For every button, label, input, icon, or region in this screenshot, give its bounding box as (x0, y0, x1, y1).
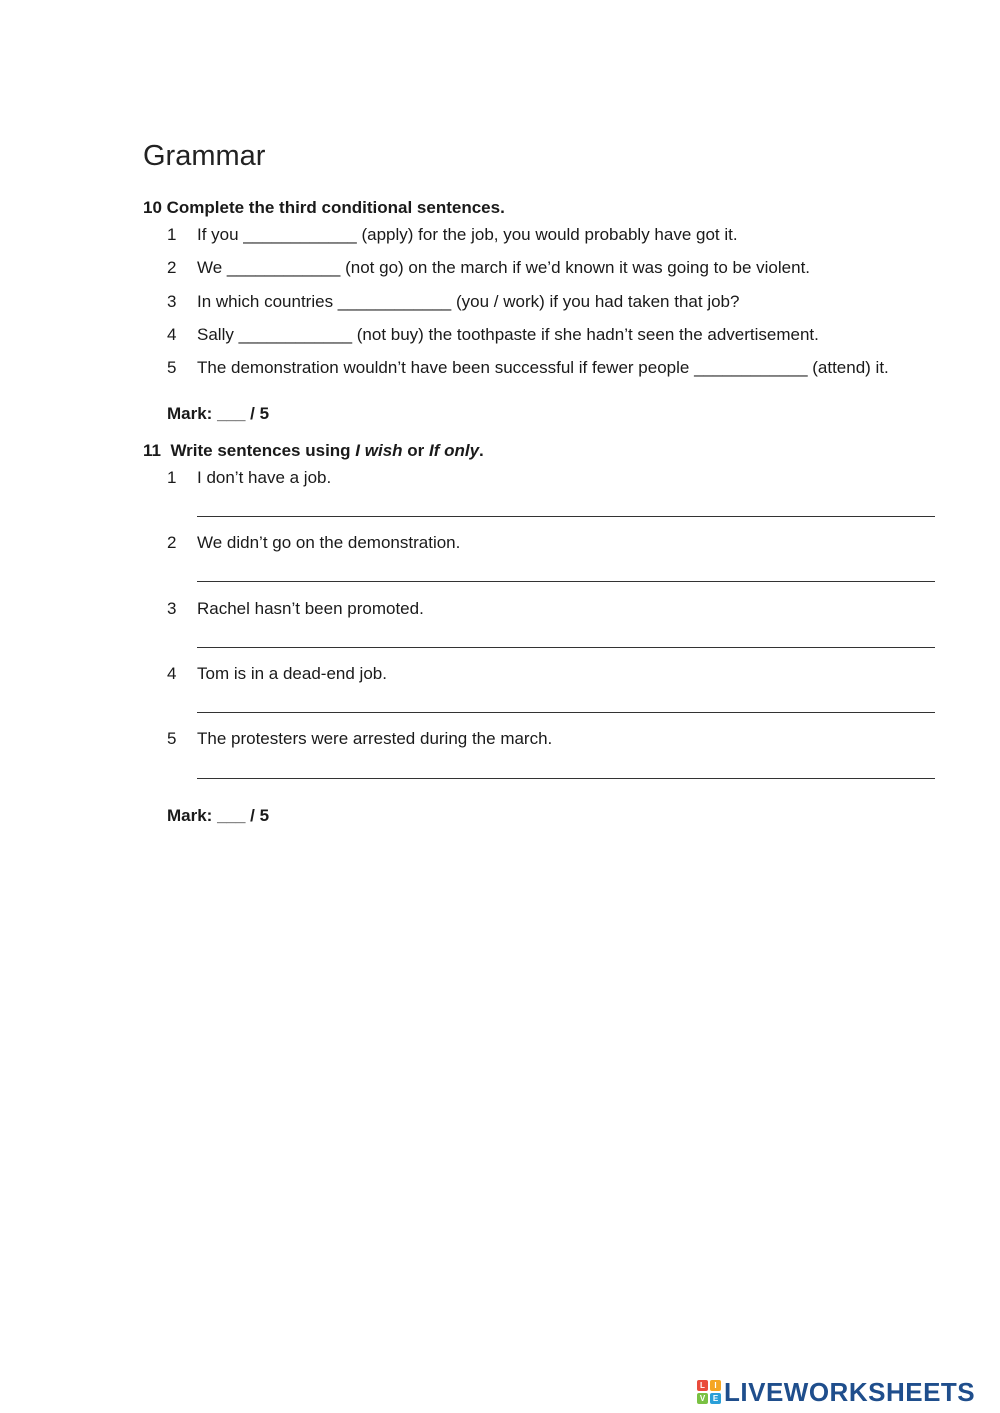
page-title: Grammar (143, 140, 266, 172)
prompt-text: Rachel hasn’t been promoted. (197, 599, 424, 618)
heading-emphasis: If only (428, 441, 480, 460)
mark-score-11: Mark: ___ / 5 (167, 806, 270, 825)
logo-tile: I (710, 1380, 721, 1391)
logo-tile: E (710, 1393, 721, 1404)
item-number: 5 (167, 729, 177, 748)
sentence-text: In which countries ____________ (you / work) if you had taken that job? (197, 292, 740, 311)
logo-text: LIVEWORKSHEETS (724, 1376, 976, 1407)
item-number: 4 (167, 325, 177, 344)
prompt-text: The protesters were arrested during the march. (197, 729, 553, 748)
sentence-text: The demonstration wouldn’t have been successful if fewer people ____________ (attend) it. (197, 358, 889, 377)
sentence-text: If you ____________ (apply) for the job, you would probably have got it. (197, 225, 738, 244)
prompt-text: Tom is in a dead-end job. (197, 664, 387, 683)
answer-line[interactable] (197, 647, 935, 648)
section-11-heading (143, 441, 484, 461)
logo-tile: L (697, 1380, 708, 1391)
answer-line[interactable] (197, 778, 935, 779)
answer-line[interactable] (197, 581, 935, 582)
item-number: 1 (167, 225, 177, 244)
heading-text: Write sentences using (170, 441, 356, 460)
mark-score-10: Mark: ___ / 5 (167, 404, 270, 423)
item-number: 3 (167, 292, 177, 311)
logo-icon (697, 1380, 721, 1404)
section-10-heading: 10 Complete the third conditional sentences. (143, 198, 505, 217)
prompt-text: I don’t have a job. (197, 468, 332, 487)
section-number: 11 (143, 441, 161, 460)
heading-emphasis: I wish (355, 441, 403, 460)
liveworksheets-logo[interactable] (697, 1374, 975, 1410)
prompt-text: We didn’t go on the demonstration. (197, 533, 461, 552)
sentence-text: Sally ____________ (not buy) the toothpaste if she hadn’t seen the advertisement. (197, 325, 819, 344)
answer-line[interactable] (197, 516, 935, 517)
item-number: 5 (167, 358, 177, 377)
item-number: 2 (167, 258, 177, 277)
heading-text: . (479, 441, 484, 460)
logo-tile: V (697, 1393, 708, 1404)
item-number: 2 (167, 533, 177, 552)
heading-text: or (402, 441, 429, 460)
item-number: 4 (167, 664, 177, 683)
item-number: 1 (167, 468, 177, 487)
item-number: 3 (167, 599, 177, 618)
answer-line[interactable] (197, 712, 935, 713)
sentence-text: We ____________ (not go) on the march if we’d known it was going to be violent. (197, 258, 811, 277)
